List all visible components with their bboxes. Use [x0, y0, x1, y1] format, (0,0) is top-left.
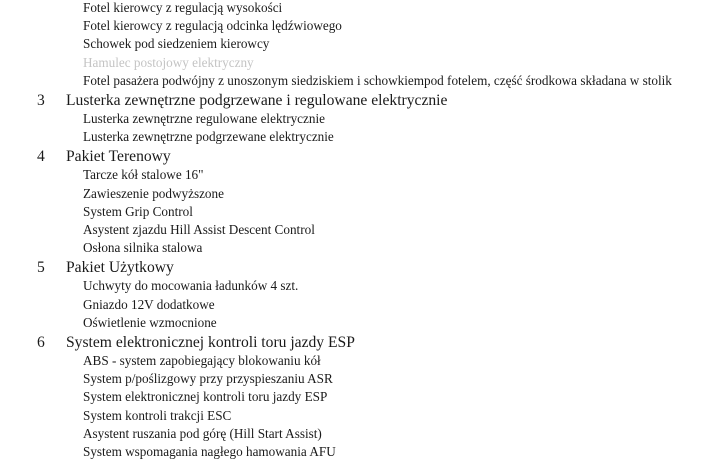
list-item: Gniazdo 12V dodatkowe — [83, 296, 215, 312]
list-item: System p/poślizgowy przy przyspieszaniu ASR — [83, 371, 333, 387]
list-item: Uchwyty do mocowania ładunków 4 szt. — [83, 278, 299, 294]
section-number: 6 — [37, 334, 45, 351]
list-item: System Grip Control — [83, 203, 193, 219]
section-heading: System elektronicznej kontroli toru jazdy ESP — [66, 334, 355, 351]
section-number: 4 — [37, 148, 45, 166]
list-item: Osłona silnika stalowa — [83, 240, 203, 256]
section-heading: Lusterka zewnętrzne podgrzewane i regulowane elektrycznie — [66, 92, 448, 109]
list-item: Asystent ruszania pod górę (Hill Start Assist) — [83, 425, 322, 441]
list-item: Tarcze kół stalowe 16" — [83, 167, 204, 183]
list-item: Fotel kierowcy z regulacją odcinka lędźwiowego — [83, 18, 342, 34]
list-item: Lusterka zewnętrzne regulowane elektrycznie — [83, 111, 326, 126]
list-item: ABS - system zapobiegający blokowaniu kół — [83, 353, 321, 368]
section-heading: Pakiet Terenowy — [66, 148, 171, 166]
section-number: 3 — [37, 92, 45, 109]
list-item: Lusterka zewnętrzne podgrzewane elektrycznie — [83, 129, 334, 145]
list-item: Fotel pasażera podwójny z unoszonym siedziskiem i schowkiempod fotelem, część środkowa składana w stolik — [83, 72, 672, 88]
list-item-faded: Hamulec postojowy elektryczny — [83, 54, 254, 70]
list-item: System kontroli trakcji ESC — [83, 407, 232, 423]
list-item: System wspomagania nagłego hamowania AFU — [83, 444, 336, 459]
list-item: Schowek pod siedzeniem kierowcy — [83, 36, 270, 52]
list-item: Asystent zjazdu Hill Assist Descent Control — [83, 222, 315, 237]
list-item: Fotel kierowcy z regulacją wysokości — [83, 0, 283, 15]
section-number: 5 — [37, 259, 45, 277]
section-heading: Pakiet Użytkowy — [66, 259, 174, 277]
list-item: Zawieszenie podwyższone — [83, 185, 224, 201]
list-item: System elektronicznej kontroli toru jazdy ESP — [83, 389, 328, 405]
list-item: Oświetlenie wzmocnione — [83, 314, 217, 330]
